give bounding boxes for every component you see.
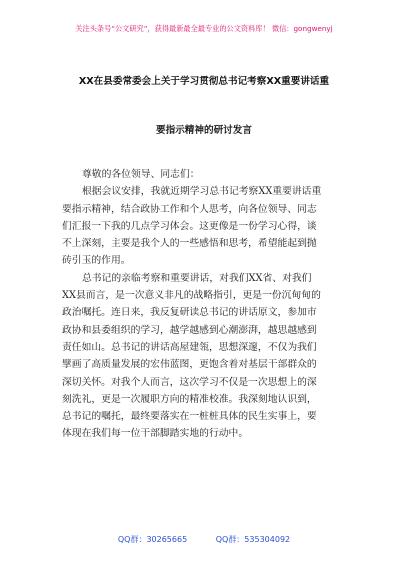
body-line: 体现在我们每一位干部脚踏实地的行动中。 [62,428,249,440]
document-title-line-2: 要指示精神的研讨发言 [156,125,252,136]
body-line: 深切关怀。对我个人而言，这次学习不仅是一次思想上的深 [62,376,317,388]
header-banner: 关注头条号“公文研究”，获得最新最全最专业的公文资料库！ 微信：gongwenyj [75,24,333,33]
body-line: 政治嘱托。连日来，我反复研读总书记的讲话原文，参加市 [62,307,317,319]
document-body [62,166,349,443]
body-line: 们汇报一下我的几点学习体会。这更像是一份学习心得，谈 [62,220,317,232]
body-line: 政协和县委组织的学习，越学越感到心潮澎湃，越思越感到 [62,324,317,336]
body-line: 砖引玉的作用。 [62,255,131,267]
body-line: 责任如山。总书记的讲话高屋建瓴，思想深邃，不仅为我们 [62,341,317,353]
footer-qq-group-2: QQ群：535304092 [215,535,291,544]
body-line: 根据会议安排，我就近期学习总书记考察XX重要讲话重 [82,186,322,198]
body-line: 总书记的亲临考察和重要讲话，对我们XX省、对我们 [82,272,312,284]
body-line: 总书记的嘱托，最终要落实在一桩桩具体的民生实事上，要 [62,411,317,423]
salutation: 尊敬的各位领导、同志们： [82,169,200,180]
document-title-line-1: XX在县委常委会上关于学习贯彻总书记考察XX重要讲话重 [78,76,330,87]
footer-contacts [0,534,408,545]
body-line: 要指示精神，结合政协工作和个人思考，向各位领导、同志 [62,203,317,215]
body-line: 刻洗礼，更是一次履职方向的精准校准。我深刻地认识到， [62,393,317,405]
body-line: XX县而言，是一次意义非凡的战略指引，更是一份沉甸甸的 [62,290,321,302]
footer-qq-group-1: QQ群：30265665 [117,535,188,544]
body-line: 不上深刻，主要是我个人的一些感悟和思考，希望能起到抛 [62,238,317,250]
body-line: 擘画了高质量发展的宏伟蓝图，更饱含着对基层干部群众的 [62,359,317,371]
